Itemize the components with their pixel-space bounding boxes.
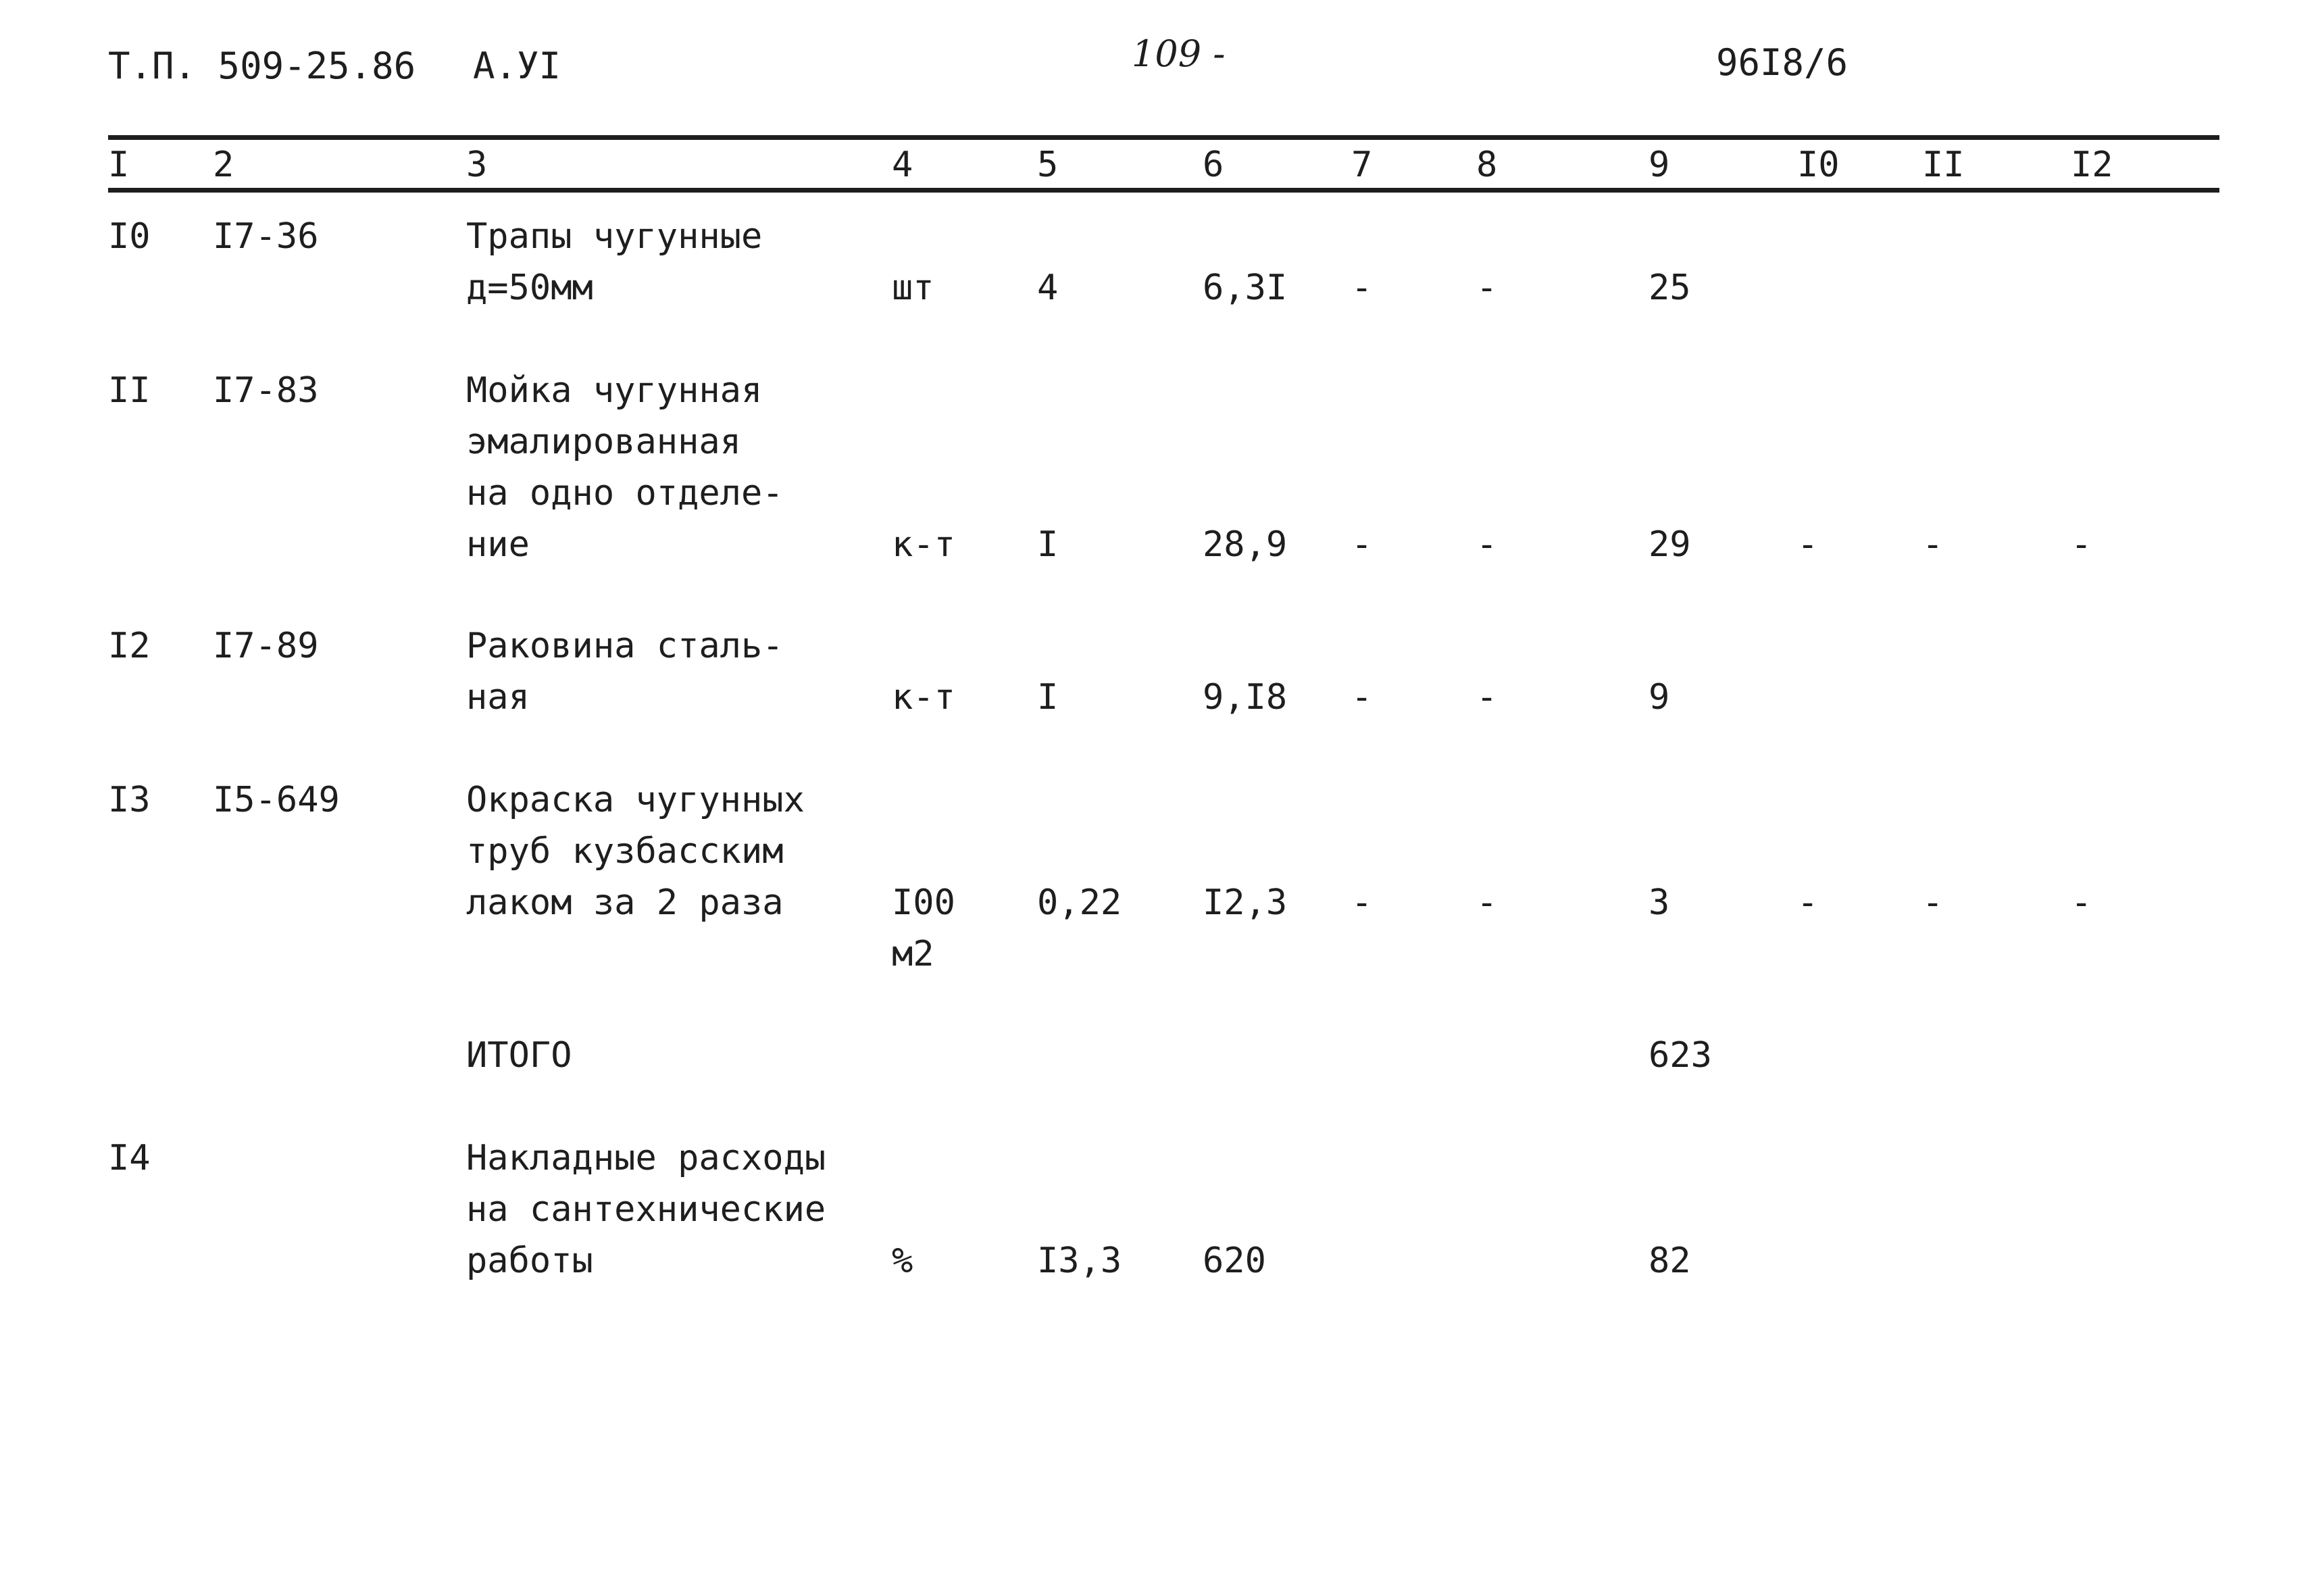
row-number: I2 <box>108 626 151 666</box>
column-8-value: - <box>1476 524 1498 565</box>
column-number-8: 8 <box>1476 145 1498 185</box>
column-number-1: I <box>108 145 130 185</box>
quantity: I <box>1037 677 1059 718</box>
row-number: I0 <box>108 216 151 257</box>
column-7-value: - <box>1351 882 1373 923</box>
unit: % <box>892 1241 913 1281</box>
column-number-9: 9 <box>1649 145 1670 185</box>
table-header-bottom-rule <box>108 188 2219 193</box>
column-number-5: 5 <box>1037 145 1059 185</box>
column-number-3: 3 <box>466 145 488 185</box>
unit-price: 28,9 <box>1203 524 1288 565</box>
column-number-7: 7 <box>1351 145 1373 185</box>
unit: шт <box>892 268 934 308</box>
column-number-4: 4 <box>892 145 913 185</box>
unit-price: I2,3 <box>1203 882 1288 923</box>
item-name: Накладные расходы на сантехнические работы <box>466 1138 826 1281</box>
row-number: I4 <box>108 1138 151 1178</box>
column-10-value: - <box>1797 524 1819 565</box>
column-7-value: - <box>1351 524 1373 565</box>
album-number: А.УI <box>473 45 561 87</box>
quantity: 4 <box>1037 268 1059 308</box>
column-number-6: 6 <box>1203 145 1224 185</box>
document-code: Т.П. 509-25.86 <box>108 45 416 87</box>
quantity: 0,22 <box>1037 882 1122 923</box>
column-10-value: - <box>1797 882 1819 923</box>
rate-code: I5-649 <box>213 780 340 820</box>
quantity: I <box>1037 524 1059 565</box>
item-name: Мойка чугунная эмалированная на одно отделе- ние <box>466 370 784 565</box>
rate-code: I7-89 <box>213 626 319 666</box>
column-11-value: - <box>1922 524 1944 565</box>
column-number-2: 2 <box>213 145 234 185</box>
subtotal-label: ИТОГО <box>466 1035 572 1076</box>
column-number-12: I2 <box>2071 145 2113 185</box>
column-12-value: - <box>2071 524 2092 565</box>
unit-price: 6,3I <box>1203 268 1288 308</box>
table-top-rule <box>108 135 2219 140</box>
total-cost: 82 <box>1649 1241 1691 1281</box>
column-11-value: - <box>1922 882 1944 923</box>
total-cost: 9 <box>1649 677 1670 718</box>
item-name: Трапы чугунные д=50мм <box>466 216 763 308</box>
item-name: Окраска чугунных труб кузбасским лаком за 2 раза <box>466 780 805 923</box>
column-8-value: - <box>1476 677 1498 718</box>
column-7-value: - <box>1351 268 1373 308</box>
total-cost: 29 <box>1649 524 1691 565</box>
rate-code: I7-36 <box>213 216 319 257</box>
column-8-value: - <box>1476 268 1498 308</box>
unit: к-т <box>892 524 955 565</box>
unit-price: 9,I8 <box>1203 677 1288 718</box>
sheet-number: 96I8/6 <box>1716 41 1848 84</box>
total-cost: 3 <box>1649 882 1670 923</box>
unit-price: 620 <box>1203 1241 1266 1281</box>
column-number-11: II <box>1922 145 1965 185</box>
column-8-value: - <box>1476 882 1498 923</box>
item-name: Раковина сталь- ная <box>466 626 784 718</box>
page-number: 109 - <box>1132 32 1226 75</box>
rate-code: I7-83 <box>213 370 319 411</box>
column-number-10: I0 <box>1797 145 1840 185</box>
subtotal-value: 623 <box>1649 1035 1712 1076</box>
column-7-value: - <box>1351 677 1373 718</box>
unit: к-т <box>892 677 955 718</box>
quantity: I3,3 <box>1037 1241 1122 1281</box>
column-12-value: - <box>2071 882 2092 923</box>
row-number: I3 <box>108 780 151 820</box>
unit: I00 м2 <box>892 882 955 974</box>
total-cost: 25 <box>1649 268 1691 308</box>
row-number: II <box>108 370 151 411</box>
